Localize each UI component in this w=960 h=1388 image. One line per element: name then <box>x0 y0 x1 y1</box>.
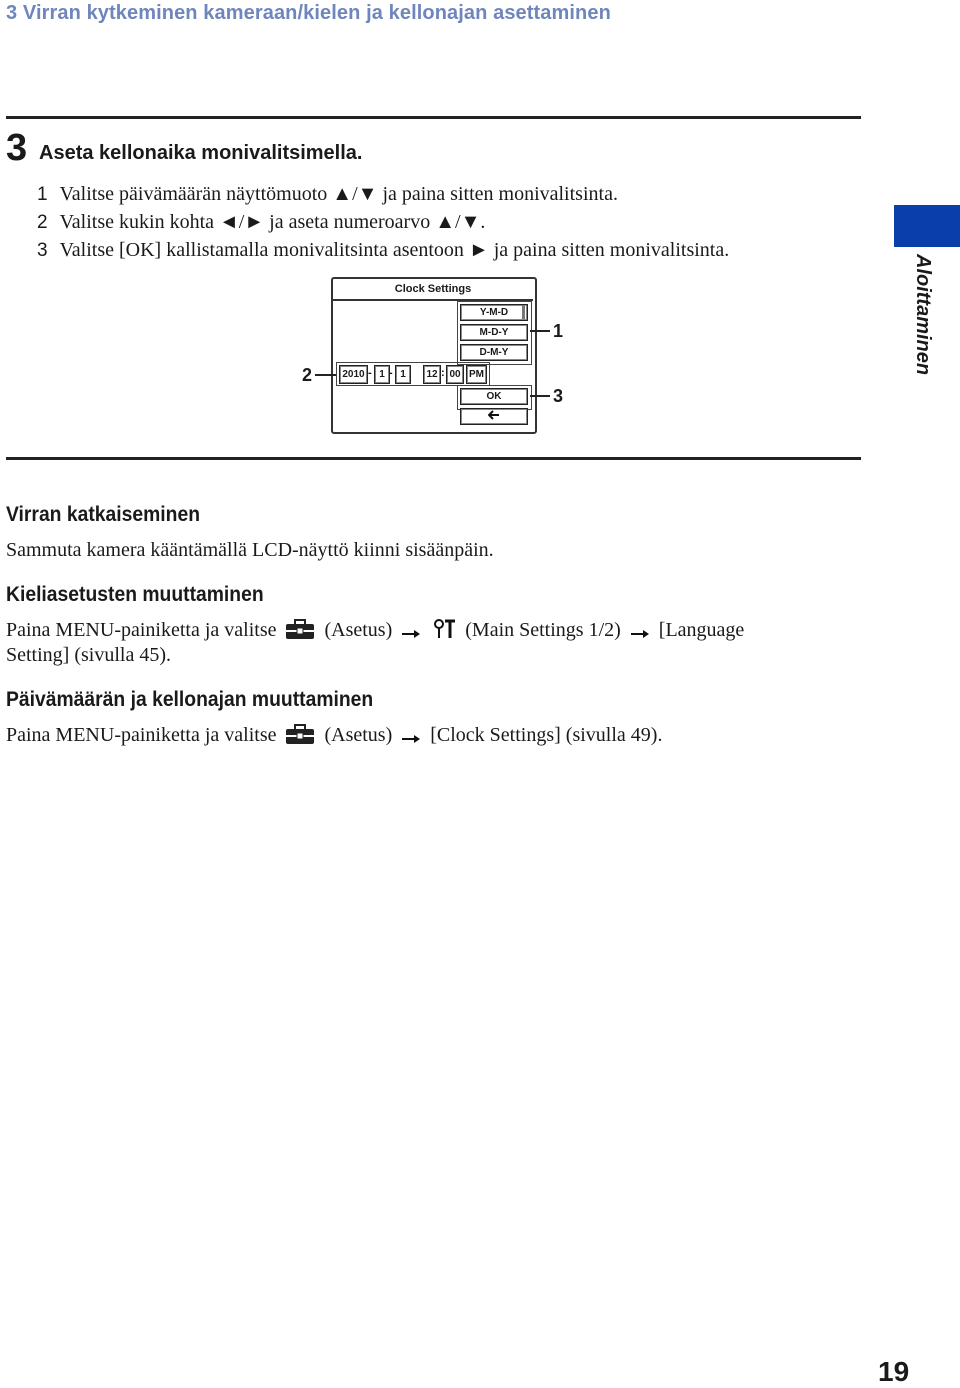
up-down-arrows-icon: ▲/▼ <box>332 183 378 205</box>
section-text-power-off: Sammuta kamera kääntämällä LCD-näyttö kiinni sisäänpäin. <box>6 539 494 561</box>
substep-2: 2 Valitse kukin kohta ◄/► ja aseta numeroarvo ▲/▼. <box>37 211 486 233</box>
time-separator: : <box>441 367 445 379</box>
arrow-right-icon <box>401 726 421 751</box>
step-number: 3 <box>6 127 28 169</box>
back-button[interactable] <box>460 408 528 425</box>
section-tab <box>894 205 960 247</box>
minute-field[interactable]: 00 <box>446 365 464 384</box>
screen-title: Clock Settings <box>394 283 472 295</box>
section-text-language-line2: Setting] (sivulla 45). <box>6 644 171 666</box>
arrow-right-icon <box>630 621 650 646</box>
wrench-icon <box>434 619 456 646</box>
date-separator: - <box>389 367 393 379</box>
callout-2: 2 <box>302 365 313 385</box>
page-number: 19 <box>878 1356 910 1387</box>
format-option-ymd[interactable]: Y-M-D <box>460 304 528 321</box>
hour-field[interactable]: 12 <box>423 365 441 384</box>
section-heading-language: Kieliasetusten muuttaminen <box>6 583 264 606</box>
callout-3: 3 <box>553 386 564 406</box>
back-arrow-icon <box>488 410 500 420</box>
toolbox-icon <box>285 619 315 646</box>
section-text-date-time: Paina MENU-painiketta ja valitse (Asetus) [Clock Settings] (sivulla 49). <box>6 723 662 751</box>
substep-3: 3 Valitse [OK] kallistamalla monivalitsinta asentoon ► ja paina sitten monivalitsinta. <box>37 239 730 261</box>
section-tab-label: Aloittaminen <box>912 254 934 376</box>
substep-number: 1 <box>37 184 48 205</box>
substep-number: 3 <box>37 240 48 261</box>
section-heading-date-time: Päivämäärän ja kellonajan muuttaminen <box>6 688 374 711</box>
month-field[interactable]: 1 <box>374 365 390 384</box>
step-title: Aseta kellonaika monivalitsimella. <box>39 142 363 164</box>
scrollbar[interactable] <box>522 305 525 319</box>
chapter-header: 3 Virran kytkeminen kameraan/kielen ja kellonajan asettaminen <box>6 2 611 24</box>
format-option-mdy[interactable]: M-D-Y <box>460 324 528 341</box>
toolbox-icon <box>285 724 315 751</box>
left-right-arrows-icon: ◄/► <box>219 211 265 233</box>
callout-line <box>315 374 336 376</box>
arrow-right-icon <box>401 621 421 646</box>
top-divider <box>6 116 861 119</box>
substep-number: 2 <box>37 212 48 233</box>
right-arrow-icon: ► <box>468 239 489 261</box>
section-text-language-line1: Paina MENU-painiketta ja valitse (Asetus) (Main Settings 1/2) [Language <box>6 618 744 646</box>
format-option-dmy[interactable]: D-M-Y <box>460 344 528 361</box>
up-down-arrows-icon: ▲/▼ <box>435 211 481 233</box>
ampm-field[interactable]: PM <box>466 365 487 384</box>
section-heading-power-off: Virran katkaiseminen <box>6 503 201 526</box>
bottom-divider <box>6 457 861 460</box>
ok-button[interactable]: OK <box>460 388 528 405</box>
callout-1: 1 <box>553 321 564 341</box>
callout-line <box>530 330 550 332</box>
substep-1: 1 Valitse päivämäärän näyttömuoto ▲/▼ ja paina sitten monivalitsinta. <box>37 183 618 205</box>
year-field[interactable]: 2010 <box>339 365 368 384</box>
callout-line <box>530 395 550 397</box>
date-separator: - <box>368 367 372 379</box>
day-field[interactable]: 1 <box>395 365 411 384</box>
